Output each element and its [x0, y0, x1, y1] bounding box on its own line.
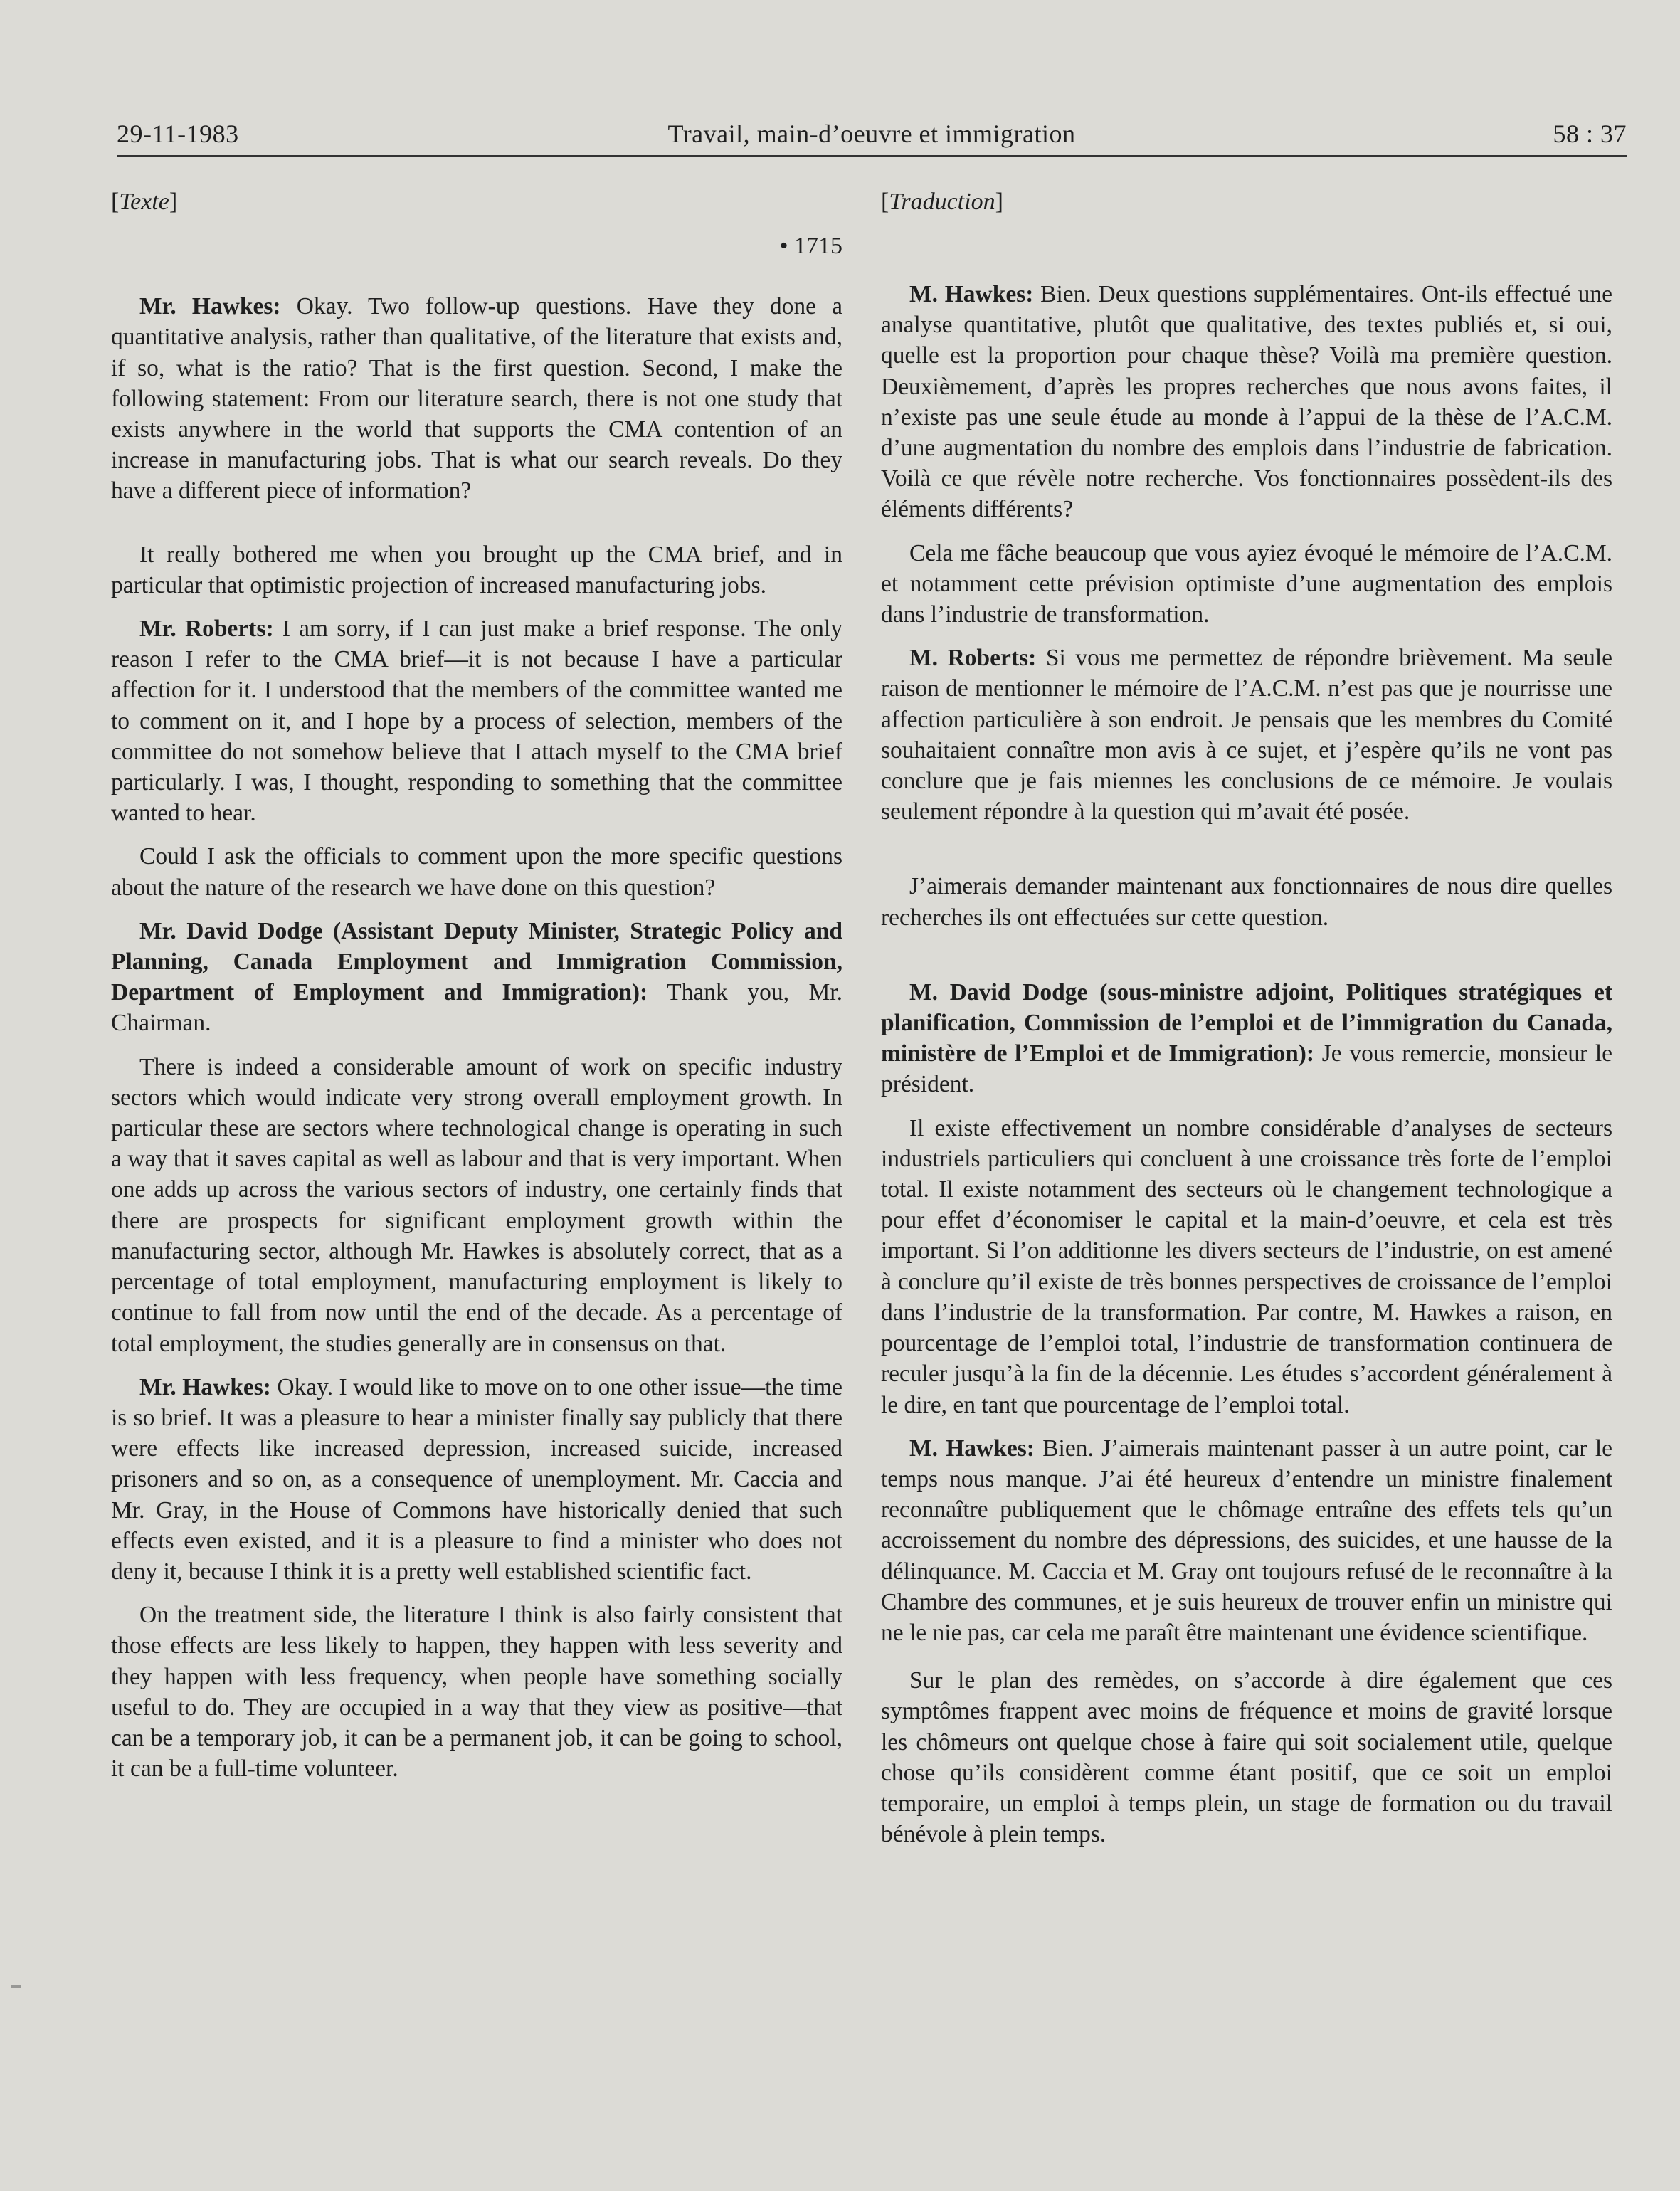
paragraph: [881, 1433, 1612, 1648]
paragraph: [881, 1113, 1612, 1420]
paragraph: [881, 279, 1612, 525]
paragraph-text: Si vous me permettez de répondre brièvement. Ma seule raison de mentionner le mémoire de l’A.C.M. n’est pas que je nourrisse une affection particulière à son endroit. Je pensais que les membres du Comité souhaitaient connaître mon avis à ce sujet, et j’espère qu’ils ne vont pas conclure que je fais miennes les conclusions de ce mémoire. Je voulais seulement répondre à la question qui m’avait été posée.: [881, 645, 1613, 825]
speaker-name: Mr. Roberts:: [139, 616, 274, 643]
paragraph: [881, 871, 1612, 932]
paragraph: [881, 643, 1612, 827]
speaker-name: Mr. David Dodge (Assistant Deputy Minister, Strategic Policy and Planning, Canada Employment and Immigration Commission, Department of Employment and Immigration):: [111, 917, 842, 1006]
speaker-name: M. David Dodge (sous-ministre adjoint, Politiques stratégiques et planification, Commission de l’emploi et de l’immigration du Canada, ministère de l’Emploi et de Immigration):: [881, 978, 1612, 1067]
time-marker: • 1715: [779, 233, 842, 259]
paragraph: [111, 1052, 842, 1359]
paragraph-text: I am sorry, if I can just make a brief response. The only reason I refer to the CMA brief—it is not because I have a particular affection for it. I understood that the members of the committee wanted me to comment on it, and I hope by a process of selection, members of the committee do not somehow believe that I attach myself to the CMA brief particularly. I was, I thought, responding to something that the committee wanted to hear.: [111, 616, 842, 827]
paragraph-text: J’aimerais demander maintenant aux fonctionnaires de nous dire quelles recherches ils ont effectuées sur cette question.: [881, 873, 1612, 931]
header-page-number: 58 : 37: [1553, 120, 1627, 148]
english-column: [111, 186, 842, 1784]
speaker-name: Mr. Hawkes:: [139, 1373, 271, 1400]
header-date: 29-11-1983: [117, 120, 239, 148]
section-label-texte: [Texte]: [111, 189, 178, 215]
french-column: [881, 186, 1612, 1849]
paragraph-text: There is indeed a considerable amount of work on specific industry sectors which would indicate very strong overall employment growth. In particular these are sectors where technological change is operating in such a way that it saves capital as well as labour and that is very important. When one adds up across the various sectors of industry, one certainly finds that there are prospects for significant employment growth within the manufacturing sector, although Mr. Hawkes is absolutely correct, that as a percentage of total employment, manufacturing employment is likely to continue to fall from now until the end of the decade. As a percentage of total employment, the studies generally are in consensus on that.: [111, 1053, 842, 1357]
paragraph: [111, 539, 842, 601]
header-rule: [117, 155, 1627, 157]
speaker-name: M. Hawkes:: [909, 1435, 1035, 1462]
header-title: Travail, main-d’oeuvre et immigration: [667, 120, 1076, 148]
paragraph: [111, 841, 842, 902]
paragraph-text: Il existe effectivement un nombre considérable d’analyses de secteurs industriels particuliers qui concluent à une croissance très forte de l’emploi total. Il existe notamment des secteurs où le changement technologique a pour effet d’économiser le capital et la main-d’oeuvre, et cela est très important. Si l’on additionne les divers secteurs de l’industrie, on est amené à conclure qu’il existe de très bonnes perspectives de croissance de l’emploi dans l’industrie de la transformation. Par contre, M. Hawkes a raison, en pourcentage de l’emploi total, l’industrie de transformation continuera de reculer jusqu’à la fin de la décennie. Les études s’accordent généralement à le dire, en tant que pourcentage de l’emploi total.: [881, 1114, 1612, 1418]
paragraph-text: It really bothered me when you brought up the CMA brief, and in particular that optimistic projection of increased manufacturing jobs.: [111, 541, 842, 598]
paragraph: [111, 291, 842, 506]
paragraph: [881, 538, 1612, 630]
paragraph-text: Cela me fâche beaucoup que vous ayiez évoqué le mémoire de l’A.C.M. et notamment cette prévision optimiste d’une augmentation des emplois dans l’industrie de transformation.: [881, 539, 1612, 628]
paragraph-text: Bien. J’aimerais maintenant passer à un autre point, car le temps nous manque. J’ai été heureux d’entendre un ministre finalement reconnaître publiquement que le chômage entraîne des effets tels qu’un accroissement du nombre des dépressions, des suicides, et une hausse de la délinquance. M. Caccia et M. Gray ont toujours refusé de le reconnaître à la Chambre des communes, et je suis heureux de trouver enfin un ministre qui ne le nie pas, car cela me paraît être maintenant une évidence scientifique.: [881, 1435, 1613, 1646]
paragraph-text: Okay. Two follow-up questions. Have they done a quantitative analysis, rather than qualitative, of the literature that exists and, if so, what is the ratio? That is the first question. Second, I make the following statement: From our literature search, there is not one study that exists anywhere in the world that supports the CMA contention of an increase in manufacturing jobs. That is what our search reveals. Do they have a different piece of information?: [111, 293, 843, 505]
speaker-name: M. Roberts:: [909, 645, 1037, 672]
paragraph-text: Bien. Deux questions supplémentaires. Ont-ils effectué une analyse quantitative, plutôt que qualitative, des textes publiés et, si oui, quelle est la proportion pour chaque thèse? Voilà ma première question. Deuxièmement, d’après les propres recherches que nous avons faites, il n’existe pas une seule étude au monde à l’appui de la thèse de l’A.C.M. d’une augmentation du nombre des emplois dans l’industrie de fabrication. Voilà ce que révèle notre recherche. Vos fonctionnaires possèdent-ils des éléments différents?: [881, 281, 1612, 523]
section-label-traduction: [Traduction]: [881, 189, 1003, 215]
paragraph-text: Sur le plan des remèdes, on s’accorde à dire également que ces symptômes frappent avec moins de fréquence et moins de gravité lorsque les chômeurs ont quelque chose à faire qui soit socialement utile, quelque chose qu’ils considèrent comme étant positif, que ce soit un emploi temporaire, un emploi à temps plein, un stage de formation ou du travail bénévole à plein temps.: [881, 1667, 1612, 1848]
paragraph: [111, 613, 842, 828]
paragraph-text: Could I ask the officials to comment upon the more specific questions about the nature of the research we have done on this question?: [111, 843, 842, 901]
paragraph: [111, 916, 842, 1039]
paragraph: [881, 1665, 1612, 1849]
scan-speck: [11, 1985, 21, 1988]
page-header: [117, 112, 1627, 155]
paragraph-text: Thank you, Mr. Chairman.: [111, 979, 842, 1037]
speaker-name: Mr. Hawkes:: [139, 293, 281, 320]
paragraph-text: On the treatment side, the literature I think is also fairly consistent that those effects are less likely to happen, they happen with less severity and they happen with less frequency, when people have something socially useful to do. They are occupied in a way that they view as positive—that can be a temporary job, it can be a permanent job, it can be going to school, it can be a full-time volunteer.: [111, 1602, 842, 1783]
speaker-name: M. Hawkes:: [909, 281, 1034, 307]
paragraph: [111, 1372, 842, 1587]
paragraph-text: Okay. I would like to move on to one other issue—the time is so brief. It was a pleasure to hear a minister finally say publicly that there were effects like increased depression, increased suicide, increased prisoners and so on, as a consequence of unemployment. Mr. Caccia and Mr. Gray, in the House of Commons have historically denied that such effects even existed, and it is a pleasure to find a minister who does not deny it, because I think it is a pretty well established scientific fact.: [111, 1373, 842, 1585]
paragraph-text: Je vous remercie, monsieur le président.: [881, 1040, 1612, 1098]
paragraph: [111, 1600, 842, 1784]
paragraph: [881, 977, 1612, 1100]
